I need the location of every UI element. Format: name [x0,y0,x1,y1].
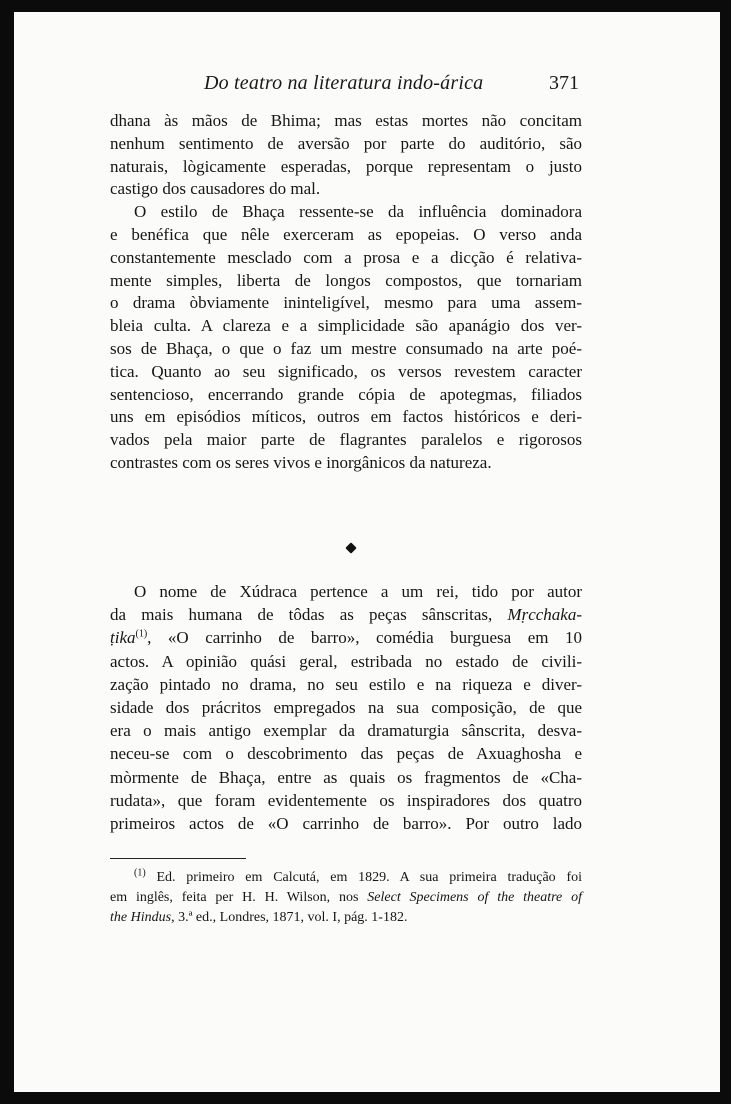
text-fragment: da mais humana de tôdas as peças sânscritas, [110,605,508,625]
text-line: tica. Quanto ao seu significado, os versos revestem caracter [110,361,582,381]
text-line: contrastes com os seres vivos e inorgânicos da natureza. [110,452,492,472]
book-title-italic: Select Specimens of the theatre of [367,890,582,905]
work-title-italic: Mṛcchaka- [507,605,582,625]
text-line: O estilo de Bhaça ressente-se da influência dominadora [134,202,582,222]
text-line: vados pela maior parte de flagrantes paralelos e rigorosos [110,430,582,450]
text-line: rudata», que foram evidentemente os inspiradores dos quatro [110,790,582,810]
footnote-line [110,908,582,928]
text-fragment: , 3.ª ed., Londres, 1871, vol. I, pág. 1-182. [171,910,408,925]
page-header [14,72,720,102]
text-line [110,626,582,649]
text-line: uns em episódios míticos, outros em factos históricos e deri- [110,407,582,427]
text-line: O nome de Xúdraca pertence a um rei, tido por autor [134,582,582,601]
text-line: primeiros actos de «O carrinho de barro». Por outro lado [110,814,582,834]
main-text-block [110,110,582,475]
text-line: dhana às mãos de Bhima; mas estas mortes não concitam [110,111,582,130]
text-line [110,603,582,626]
footnote-line [110,868,582,888]
text-line: neceu-se com o descobrimento das peças de Axuaghosha e [110,744,582,764]
text-fragment: em inglês, feita per H. H. Wilson, nos [110,890,368,905]
page-number: 371 [549,72,579,94]
book-title-italic: the Hindus [110,910,172,925]
text-line: mente simples, liberta de longos compostos, que tornariam [110,270,582,290]
text-line: era o mais antigo exemplar da dramaturgia sânscrita, desva- [110,721,582,741]
work-title-italic: ṭika [110,628,136,648]
section-break-ornament [347,537,355,557]
text-fragment: Ed. primeiro em Calcutá, em 1829. A sua primeira tradução foi [156,870,582,885]
text-line: sentencioso, encerrando grande cópia de apotegmas, filiados [110,384,582,404]
footnote [110,868,582,928]
text-line: bleia culta. A clareza e a simplicidade são apanágio dos ver- [110,316,582,336]
text-line: naturais, lògicamente esperadas, porque representam o justo [110,156,582,176]
footnote-divider [110,858,246,859]
text-fragment: , «O carrinho de barro», comédia burguesa em 10 [147,628,582,648]
text-line: e benéfica que nêle exerceram as epopeias. O verso anda [110,224,582,244]
footnote-ref: (1) [135,628,148,640]
running-title: Do teatro na literatura indo-árica [204,72,484,94]
text-line: sidade dos prácritos empregados na sua composição, de que [110,698,582,718]
text-line: constantemente mesclado com a prosa e a dicção é relativa- [110,247,582,267]
text-line: sos de Bhaça, o que o faz um mestre consumado na arte poé- [110,338,582,358]
second-text-block [110,580,582,835]
text-line: mòrmente de Bhaça, entre as quais os fragmentos de «Cha- [110,767,582,787]
text-line: castigo dos causadores do mal. [110,179,321,199]
footnote-line [110,888,582,908]
text-line: actos. A opinião quási geral, estribada no estado de civili- [110,651,582,671]
text-line: nenhum sentimento de aversão por parte do auditório, são [110,133,582,153]
text-line: o drama òbviamente ininteligível, mesmo para uma assem- [110,293,582,313]
book-page [14,12,720,1092]
footnote-marker: (1) [134,867,146,879]
text-line: zação pintado no drama, no seu estilo e na riqueza e diver- [110,674,582,694]
